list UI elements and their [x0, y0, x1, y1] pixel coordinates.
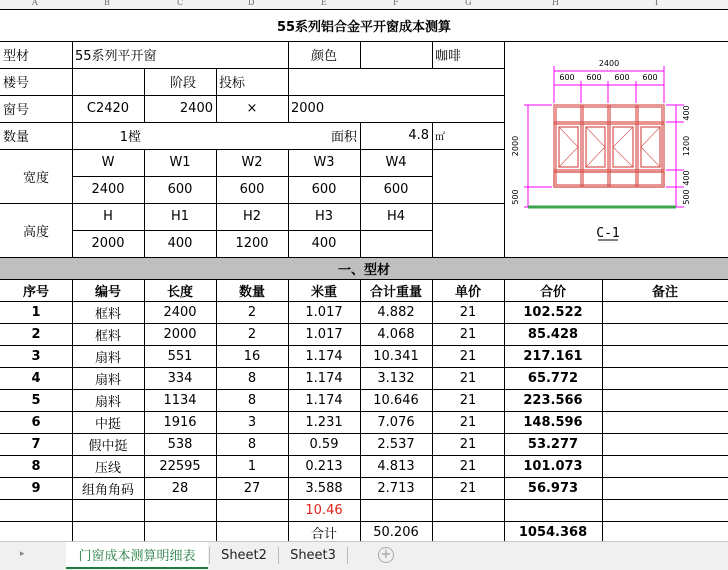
table-cell[interactable]: 21	[459, 414, 477, 430]
height-head-0[interactable]: H	[103, 209, 113, 224]
table-cell[interactable]: 2.537	[377, 436, 415, 452]
dim-right-1: 400	[682, 105, 691, 121]
height-head-1[interactable]: H1	[170, 209, 190, 224]
dim-panel-4: 600	[642, 73, 658, 82]
width-head-1[interactable]: W1	[169, 155, 191, 170]
width-value-1[interactable]: 600	[167, 182, 193, 197]
table-cell[interactable]: 0.213	[305, 458, 343, 474]
width-value-4[interactable]: 600	[383, 182, 409, 197]
table-cell[interactable]: 217.161	[523, 348, 583, 364]
grid-vline	[288, 68, 289, 95]
grid-hline	[0, 9, 728, 10]
table-cell[interactable]: 101.073	[523, 458, 583, 474]
dim-right-2: 1200	[682, 135, 691, 157]
table-cell[interactable]: 10.646	[373, 392, 419, 408]
column-header[interactable]: 合价	[539, 284, 566, 300]
col-header-g[interactable]: G	[465, 0, 472, 7]
height-value-3[interactable]: 400	[311, 236, 337, 251]
width-head-2[interactable]: W2	[241, 155, 263, 170]
width-value-3[interactable]: 600	[311, 182, 337, 197]
table-cell[interactable]: 2400	[163, 304, 197, 320]
type-value[interactable]: 55系列平开窗	[75, 49, 157, 64]
table-cell[interactable]: 10.341	[373, 348, 419, 364]
window-height[interactable]: 2000	[291, 101, 325, 116]
section-title[interactable]: 一、型材	[337, 263, 390, 278]
table-cell[interactable]: 1.017	[305, 326, 343, 342]
table-cell[interactable]: 4.813	[377, 458, 415, 474]
area-value[interactable]: 4.8	[408, 128, 429, 143]
table-cell[interactable]: 334	[167, 370, 193, 386]
window-code[interactable]: C2420	[86, 101, 130, 116]
table-cell[interactable]: 1.174	[305, 392, 343, 408]
times-sign[interactable]: ×	[246, 101, 258, 116]
col-header-d[interactable]: D	[248, 0, 255, 7]
height-value-2[interactable]: 1200	[235, 236, 269, 251]
tab-scroll-left-icon[interactable]: ▸	[20, 549, 25, 559]
table-cell[interactable]: 2	[247, 304, 257, 320]
table-cell[interactable]: 53.277	[527, 436, 579, 452]
width-label[interactable]: 宽度	[22, 170, 49, 186]
table-cell[interactable]: 102.522	[523, 304, 583, 320]
tab-sheet2[interactable]: Sheet2	[221, 548, 267, 563]
height-head-3[interactable]: H3	[314, 209, 334, 224]
table-cell[interactable]: 扇料	[94, 372, 121, 388]
sheet-title[interactable]: 55系列铝合金平开窗成本测算	[276, 19, 452, 35]
col-header-f[interactable]: F	[393, 0, 399, 7]
col-header-i[interactable]: I	[655, 0, 659, 7]
area-unit[interactable]: ㎡	[435, 132, 445, 143]
total-price[interactable]: 1054.368	[518, 524, 588, 540]
building-label[interactable]: 楼号	[3, 76, 30, 91]
column-header[interactable]: 序号	[22, 284, 49, 300]
grid-vline	[360, 41, 361, 68]
stage-value[interactable]: 投标	[219, 76, 246, 91]
column-header[interactable]: 备注	[651, 284, 678, 300]
table-cell[interactable]: 4	[31, 370, 41, 386]
table-cell[interactable]: 21	[459, 480, 477, 496]
table-cell[interactable]: 组角角码	[81, 482, 134, 498]
grid-hline	[0, 499, 728, 500]
table-cell[interactable]: 8	[247, 370, 257, 386]
window-elevation-svg	[504, 41, 728, 257]
table-cell[interactable]: 223.566	[523, 392, 583, 408]
column-header[interactable]: 编号	[94, 284, 121, 300]
extra-value-cell[interactable]: 10.46	[305, 502, 343, 518]
table-cell[interactable]: 21	[459, 458, 477, 474]
add-sheet-icon[interactable]: +	[378, 547, 394, 563]
width-dimension-lines	[554, 66, 664, 103]
type-label[interactable]: 型材	[3, 49, 30, 64]
tab-cost-detail[interactable]: 门窗成本测算明细表	[66, 542, 208, 569]
tab-divider	[347, 547, 348, 564]
tab-sheet3[interactable]: Sheet3	[290, 548, 336, 563]
table-cell[interactable]: 8	[31, 458, 41, 474]
table-cell[interactable]	[602, 301, 728, 323]
dim-bottom-left: 500	[511, 189, 520, 205]
window-width[interactable]: 2400	[179, 101, 213, 116]
table-cell[interactable]: 21	[459, 348, 477, 364]
table-cell[interactable]: 3	[247, 414, 257, 430]
window-frame	[554, 105, 664, 187]
width-value-0[interactable]: 2400	[91, 182, 125, 197]
table-cell[interactable]: 9	[31, 480, 41, 496]
table-cell[interactable]	[602, 455, 728, 477]
stage-label[interactable]: 阶段	[170, 76, 197, 91]
table-cell[interactable]: 2	[247, 326, 257, 342]
table-cell[interactable]: 压线	[94, 460, 121, 476]
table-cell[interactable]: 假中挺	[88, 438, 128, 454]
grid-vline	[432, 149, 433, 257]
table-cell[interactable]: 4.068	[377, 326, 415, 342]
width-head-0[interactable]: W	[101, 155, 115, 170]
dim-total-height: 2000	[511, 135, 520, 157]
window-label[interactable]: 窗号	[3, 103, 30, 118]
table-cell[interactable]: 1.231	[305, 414, 343, 430]
total-weight[interactable]: 50.206	[373, 524, 419, 540]
table-cell[interactable]: 56.973	[527, 480, 579, 496]
col-header-c[interactable]: C	[177, 0, 184, 7]
table-cell[interactable]: 1.174	[305, 348, 343, 364]
dim-panel-1: 600	[559, 73, 575, 82]
table-cell[interactable]: 3.132	[377, 370, 415, 386]
table-cell[interactable]	[602, 345, 728, 367]
table-cell[interactable]: 551	[167, 348, 193, 364]
table-cell[interactable]: 1	[247, 458, 257, 474]
dim-bottom-right: 500	[682, 189, 691, 205]
table-cell[interactable]	[602, 477, 728, 499]
table-cell[interactable]: 扇料	[94, 394, 121, 410]
table-cell[interactable]: 2.713	[377, 480, 415, 496]
table-cell[interactable]	[602, 433, 728, 455]
table-cell[interactable]: 27	[243, 480, 261, 496]
table-cell[interactable]: 1916	[163, 414, 197, 430]
table-cell[interactable]: 5	[31, 392, 41, 408]
column-header[interactable]: 数量	[238, 284, 265, 300]
table-cell[interactable]	[602, 323, 728, 345]
table-cell[interactable]: 65.772	[527, 370, 579, 386]
color-label[interactable]: 颜色	[310, 49, 337, 64]
table-cell[interactable]: 框料	[94, 328, 121, 344]
table-cell[interactable]: 21	[459, 392, 477, 408]
table-cell[interactable]: 8	[247, 392, 257, 408]
table-cell[interactable]: 扇料	[94, 350, 121, 366]
qty-label[interactable]: 数量	[3, 130, 30, 145]
column-header[interactable]: 长度	[166, 284, 193, 300]
dim-panel-3: 600	[614, 73, 630, 82]
window-drawing	[504, 41, 728, 257]
dim-panel-2: 600	[586, 73, 602, 82]
table-cell[interactable]: 1.017	[305, 304, 343, 320]
table-cell[interactable]	[602, 367, 728, 389]
table-cell[interactable]: 0.59	[309, 436, 339, 452]
table-cell[interactable]: 7.076	[377, 414, 415, 430]
tab-divider	[209, 547, 210, 564]
table-cell[interactable]: 16	[243, 348, 261, 364]
drawing-name: C-1	[596, 226, 620, 241]
col-header-a[interactable]: A	[32, 0, 38, 7]
width-head-4[interactable]: W4	[385, 155, 407, 170]
column-header[interactable]: 合计重量	[369, 284, 422, 300]
table-cell[interactable]: 538	[167, 436, 193, 452]
table-cell[interactable]: 3.588	[305, 480, 343, 496]
table-cell[interactable]: 22595	[159, 458, 201, 474]
height-head-2[interactable]: H2	[242, 209, 262, 224]
height-label[interactable]: 高度	[22, 224, 49, 240]
table-cell[interactable]: 85.428	[527, 326, 579, 342]
table-cell[interactable]: 2	[31, 326, 41, 342]
dim-total-width: 2400	[598, 59, 620, 68]
sheet-tab-bar	[0, 541, 728, 570]
table-cell[interactable]	[602, 389, 728, 411]
column-header[interactable]: 单价	[454, 284, 481, 300]
table-cell[interactable]: 中挺	[94, 416, 121, 432]
height-head-4[interactable]: H4	[386, 209, 406, 224]
table-cell[interactable]: 6	[31, 414, 41, 430]
color-value[interactable]: 咖啡	[435, 49, 462, 64]
qty-value[interactable]: 1樘	[119, 130, 141, 145]
table-cell[interactable]: 1134	[163, 392, 197, 408]
table-cell[interactable]: 4.882	[377, 304, 415, 320]
col-header-h[interactable]: H	[552, 0, 559, 7]
table-cell[interactable]: 7	[31, 436, 41, 452]
table-cell[interactable]: 21	[459, 304, 477, 320]
height-value-0[interactable]: 2000	[91, 236, 125, 251]
table-cell[interactable]	[602, 411, 728, 433]
table-cell[interactable]: 148.596	[523, 414, 583, 430]
width-value-2[interactable]: 600	[239, 182, 265, 197]
table-cell[interactable]: 1	[31, 304, 41, 320]
col-header-b[interactable]: B	[104, 0, 110, 7]
table-cell[interactable]: 21	[459, 326, 477, 342]
table-cell[interactable]: 框料	[94, 306, 121, 322]
width-head-3[interactable]: W3	[313, 155, 335, 170]
table-cell[interactable]: 1.174	[305, 370, 343, 386]
total-label[interactable]: 合计	[310, 526, 337, 542]
tab-divider	[278, 547, 279, 564]
table-cell[interactable]: 21	[459, 370, 477, 386]
col-header-e[interactable]: E	[321, 0, 327, 7]
dim-right-3: 400	[682, 170, 691, 186]
height-value-1[interactable]: 400	[167, 236, 193, 251]
table-cell[interactable]: 21	[459, 436, 477, 452]
column-header[interactable]: 米重	[310, 284, 337, 300]
table-cell[interactable]: 8	[247, 436, 257, 452]
height-value-4[interactable]	[360, 230, 432, 257]
table-cell[interactable]: 2000	[163, 326, 197, 342]
table-cell[interactable]: 28	[171, 480, 189, 496]
area-label[interactable]: 面积	[330, 130, 357, 145]
table-cell[interactable]: 3	[31, 348, 41, 364]
